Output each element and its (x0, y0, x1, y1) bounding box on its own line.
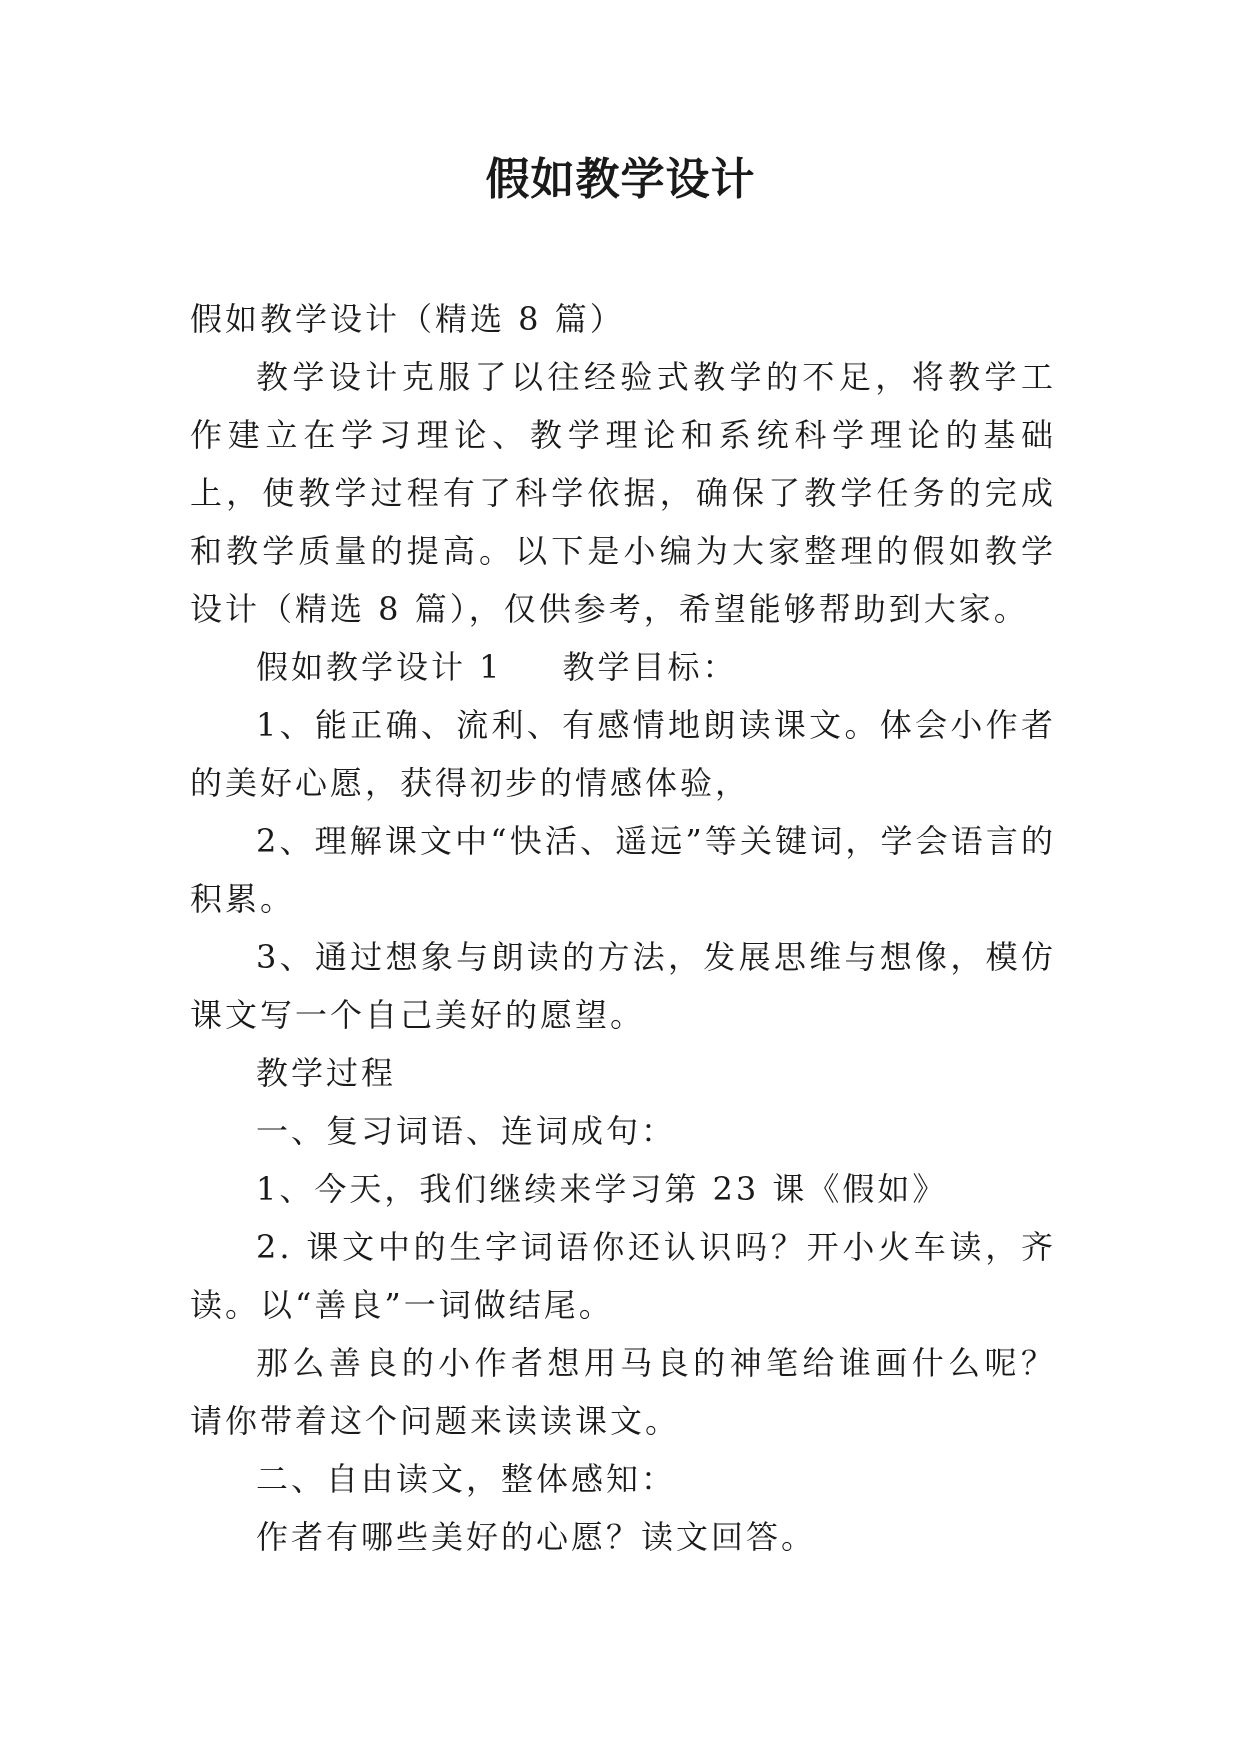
objective-item-1: 1、能正确、流利、有感情地朗读课文。体会小作者的美好心愿，获得初步的情感体验， (190, 706, 1056, 802)
intro-paragraph: 教学设计克服了以往经验式教学的不足，将教学工作建立在学习理论、教学理论和系统科学理论的基础上，使教学过程有了科学依据，确保了教学任务的完成和教学质量的提高。以下是小编为大家整理的假如教学设计（精选 8 篇），仅供参考，希望能够帮助到大家。 (190, 358, 1056, 628)
step-1-question: 那么善良的小作者想用马良的神笔给谁画什么呢？请你带着这个问题来读读课文。 (190, 1344, 1056, 1440)
objectives-label: 教学目标： (562, 648, 738, 686)
section-heading: 假如教学设计 1 (256, 648, 503, 686)
objective-item-3: 3、通过想象与朗读的方法，发展思维与想像，模仿课文写一个自己美好的愿望。 (190, 938, 1056, 1034)
document-title: 假如教学设计 (485, 154, 756, 205)
objective-item-2: 2、理解课文中“快活、遥远”等关键词，学会语言的积累。 (190, 822, 1056, 918)
document-subtitle: 假如教学设计（精选 8 篇） (190, 300, 625, 338)
step-1-heading: 一、复习词语、连词成句： (256, 1112, 677, 1150)
process-heading: 教学过程 (256, 1054, 397, 1092)
section-heading-line (190, 638, 1056, 696)
step-2-question: 作者有哪些美好的心愿？读文回答。 (256, 1518, 817, 1556)
step-1-item-2: 2. 课文中的生字词语你还认识吗？开小火车读，齐读。以“善良”一词做结尾。 (190, 1228, 1056, 1324)
step-1-item-1: 1、今天，我们继续来学习第 23 课《假如》 (256, 1170, 948, 1208)
step-2-heading: 二、自由读文，整体感知： (256, 1460, 677, 1498)
document-body (190, 290, 1056, 1566)
